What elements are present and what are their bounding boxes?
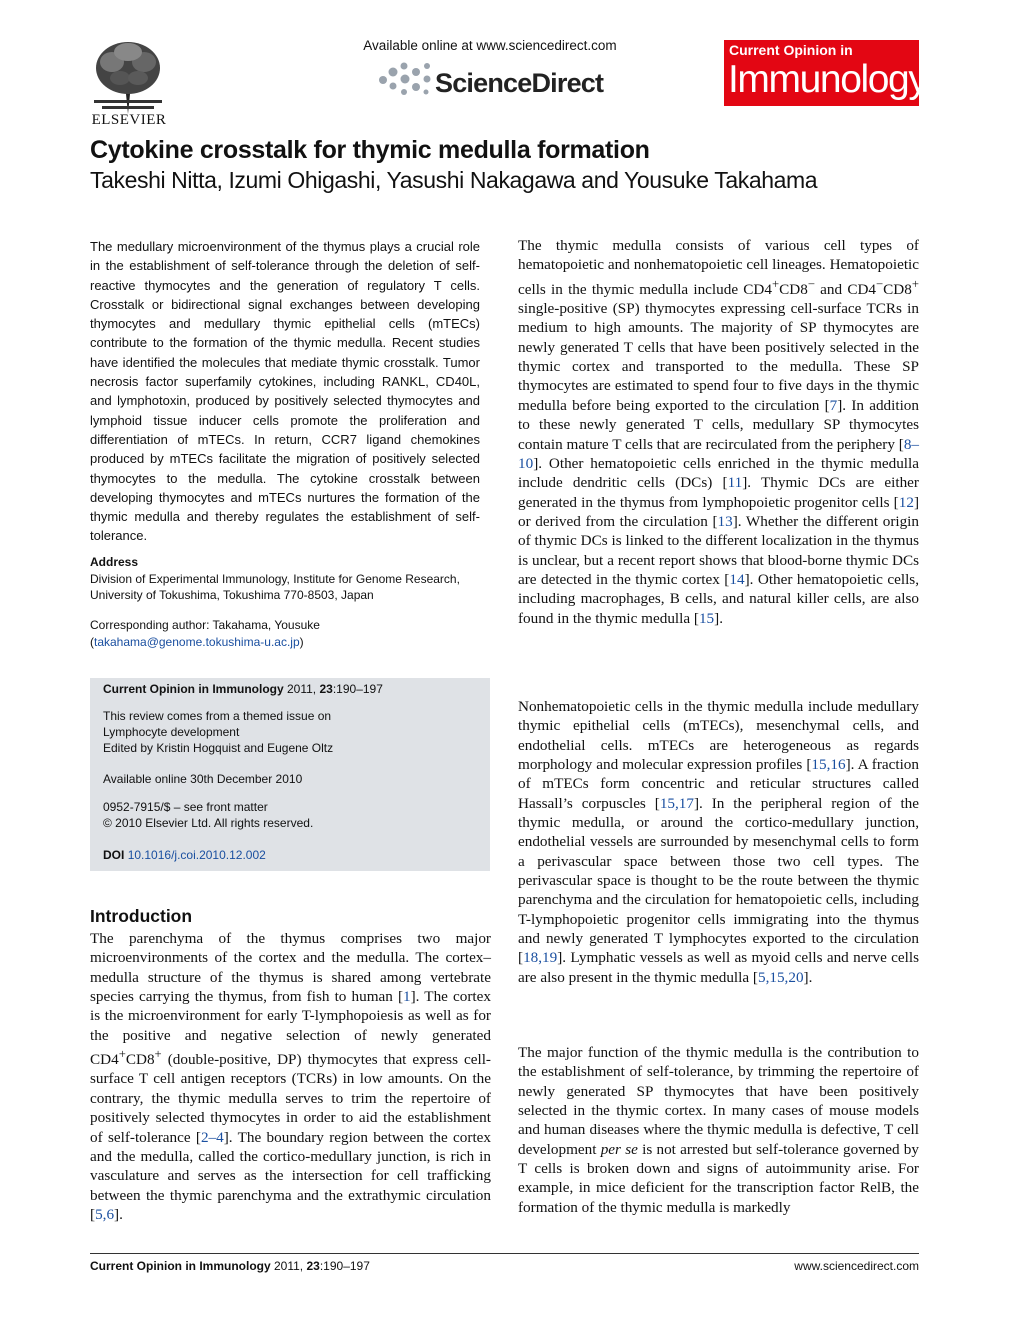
info-copyright: © 2010 Elsevier Ltd. All rights reserved. xyxy=(103,816,314,830)
info-theme: Lymphocyte development xyxy=(103,725,240,739)
citation-link[interactable]: 5,6 xyxy=(95,1205,115,1223)
footer-url[interactable]: www.sciencedirect.com xyxy=(794,1259,919,1273)
article-title: Cytokine crosstalk for thymic medulla formation xyxy=(90,136,650,164)
citation-link[interactable]: 8–10 xyxy=(518,435,919,472)
citation-link[interactable]: 5,15,20 xyxy=(757,968,804,986)
info-volume: 23 xyxy=(319,682,333,696)
article-authors: Takeshi Nitta, Izumi Ohigashi, Yasushi Nakagawa and Yousuke Takahama xyxy=(90,167,818,193)
info-doi-label: DOI xyxy=(103,848,125,862)
journal-logo-name: Immunology xyxy=(728,58,927,101)
sciencedirect-logo xyxy=(375,58,615,102)
doi-link[interactable]: 10.1016/j.coi.2010.12.002 xyxy=(127,848,266,862)
address-line: Division of Experimental Immunology, Institute for Genome Research, xyxy=(90,571,460,586)
citation-link[interactable]: 7 xyxy=(829,396,838,414)
sciencedirect-dots-icon xyxy=(375,60,435,98)
body-paragraph: The thymic medulla consists of various cell types of hematopoietic and nonhematopoietic cell lineages. Hematopoietic cells in the thymic medulla include CD4+CD8− and CD4−CD8+ single-positive (SP) thymocytes expressing cell-surface TCRs in medium to high amounts. The majority of SP thymocytes are newly generated T cells that have been positively selected in the thymic cortex and transported to the medulla. These SP thymocytes are estimated to spend four to five days in the thymic medulla before being exported to the circulation [7]. In addition to these newly generated T cells, medullary SP thymocytes contain mature T cells that are recirculated from the periphery [8–10]. Other hematopoietic cells enriched in the thymic medulla include dendritic cells (DCs) [11]. Thymic DCs are either generated in the thymus from lymphopoietic progenitor cells [12] or derived from the circulation [13]. Whether the different origin of thymic DCs is linked to the different localization in the thymus is unclear, but a recent report shows that blood-borne thymic DCs are detected in the thymic cortex [14]. Other hematopoietic cells, including macrophages, B cells, and natural killer cells, are also found in the thymic medulla [15]. xyxy=(518,237,920,627)
platform-name: ScienceDirect xyxy=(435,68,604,98)
info-available-online: Available online 30th December 2010 xyxy=(103,772,303,786)
footer-volume: 23 xyxy=(306,1259,320,1273)
info-journal: Current Opinion in Immunology xyxy=(103,682,284,696)
citation-link[interactable]: 14 xyxy=(729,570,745,588)
citation-link[interactable]: 15 xyxy=(698,609,715,627)
citation-link[interactable]: 12 xyxy=(898,493,914,511)
elsevier-logo xyxy=(86,40,172,132)
corresponding-author-label: Corresponding author: Takahama, Yousuke xyxy=(90,618,320,632)
address-block xyxy=(90,554,490,604)
citation-link[interactable]: 11 xyxy=(727,474,743,492)
body-paragraph: Nonhematopoietic cells in the thymic medulla include medullary thymic epithelial cells (mTECs), mesenchymal cells, and endothelial cells. mTECs are heterogeneous as regards morphology and molecular expression profiles [15,16]. A fraction of mTECs form concentric and reticular structures called Hassall’s corpuscles [15,17]. In the peripheral region of the thymic medulla, or around the cortico-medullary junction, endothelial vessels are surrounded by mesenchymal cells to form a perivascular space between those two cell types. The perivascular space is thought to be the route between the thymic parenchyma and the circulation for hematopoietic cells, including T-lymphopoietic progenitor cells immigrating into the thymus and newly generated T lymphocytes exported to the circulation [18,19]. Lymphatic vessels as well as myoid cells and nerve cells are also present in the thymic medulla [5,15,20]. xyxy=(518,698,920,986)
introduction-paragraph: The parenchyma of the thymus comprises two major microenvironments of the cortex and the medulla. The cortex–medulla structure of the thymus is shared among vertebrate species carrying the thymus, from fish to human [1]. The cortex is the microenvironment for early T-lymphopoiesis as well as for the positive and negative selection of newly generated CD4+CD8+ (double-positive, DP) thymocytes that express cell-surface T cell antigen receptors (TCRs) in low amounts. On the contrary, the thymic medulla serves to trim the repertoire of positively selected thymocytes in order to aid the establishment of self-tolerance [2–4]. The boundary region between the cortex and the medulla, called the cortico-medullary junction, is rich in vasculature and serves as the intersection for cell trafficking between the thymic parenchyma and the extrathymic circulation [5,6]. xyxy=(90,930,492,1223)
abstract: The medullary microenvironment of the thymus plays a crucial role in the establishment of self-tolerance through the deletion of self-reactive thymocytes and the generation of regulatory T cells. Crosstalk or bidirectional signal exchanges between developing thymocytes and medullary thymic epithelial cells (mTECs) contribute to the formation of the thymic medulla. Recent studies have identified the molecules that mediate thymic crosstalk. Tumor necrosis factor superfamily cytokines, including RANKL, CD40L, and lymphotoxin, produced by positively selected thymocytes and lymphoid tissue inducer cells promote the proliferation and differentiation of mTECs. In return, CCR7 ligand chemokines produced by mTECs facilitate the migration of positively selected thymocytes to the medulla. The cytokine crosstalk between developing thymocytes and mTECs nurtures the formation of the thymic medulla and thereby regulates the establishment of self-tolerance. xyxy=(90,239,480,544)
article-info-box xyxy=(90,678,490,871)
info-citation xyxy=(103,682,383,696)
citation-link[interactable]: 15,17 xyxy=(659,794,694,812)
footer-journal: Current Opinion in Immunology xyxy=(90,1259,271,1273)
footer-citation xyxy=(90,1259,370,1273)
publisher-name: ELSEVIER xyxy=(91,112,167,128)
footer-year: 2011, xyxy=(274,1259,304,1273)
footer-divider xyxy=(90,1253,919,1254)
footer-pages: :190–197 xyxy=(319,1259,370,1273)
corresponding-email-link[interactable]: takahama@genome.tokushima-u.ac.jp xyxy=(94,634,300,649)
journal-logo-series: Current Opinion in xyxy=(729,42,853,58)
section-heading-introduction: Introduction xyxy=(90,906,193,926)
info-issn: 0952-7915/$ – see front matter xyxy=(103,800,268,814)
corresponding-email-line: (takahama@genome.tokushima-u.ac.jp) xyxy=(90,634,304,649)
citation-link[interactable]: 1 xyxy=(403,988,411,1006)
address-heading: Address xyxy=(90,555,139,569)
available-online-text: Available online at www.sciencedirect.com xyxy=(363,38,617,53)
body-paragraph: The major function of the thymic medulla is the contribution to the establishment of self-tolerance, by trimming the repertoire of newly generated SP thymocytes that have been positively selected in the thymic cortex. In many cases of mouse models and human diseases where the thymic medulla is defective, T cell development per se is not arrested but self-tolerance governed by T cells is broken down and signs of autoimmunity arise. For example, in mice deficient for the transcription factor RelB, the formation of the thymic medulla is markedly xyxy=(518,1044,919,1216)
info-year: 2011, xyxy=(287,682,317,696)
info-themed-issue: This review comes from a themed issue on xyxy=(103,709,332,723)
citation-link[interactable]: 18,19 xyxy=(523,949,558,967)
corresponding-author xyxy=(90,617,490,650)
elsevier-tree-icon xyxy=(92,40,164,114)
citation-link[interactable]: 13 xyxy=(717,512,733,530)
citation-link[interactable]: 15,16 xyxy=(811,756,846,774)
info-pages: :190–197 xyxy=(332,682,383,696)
address-line: University of Tokushima, Tokushima 770-8503, Japan xyxy=(90,588,374,602)
citation-link[interactable]: 2–4 xyxy=(200,1128,224,1146)
journal-logo xyxy=(724,40,927,106)
info-doi xyxy=(103,848,266,862)
info-editors: Edited by Kristin Hogquist and Eugene Oltz xyxy=(103,741,334,755)
